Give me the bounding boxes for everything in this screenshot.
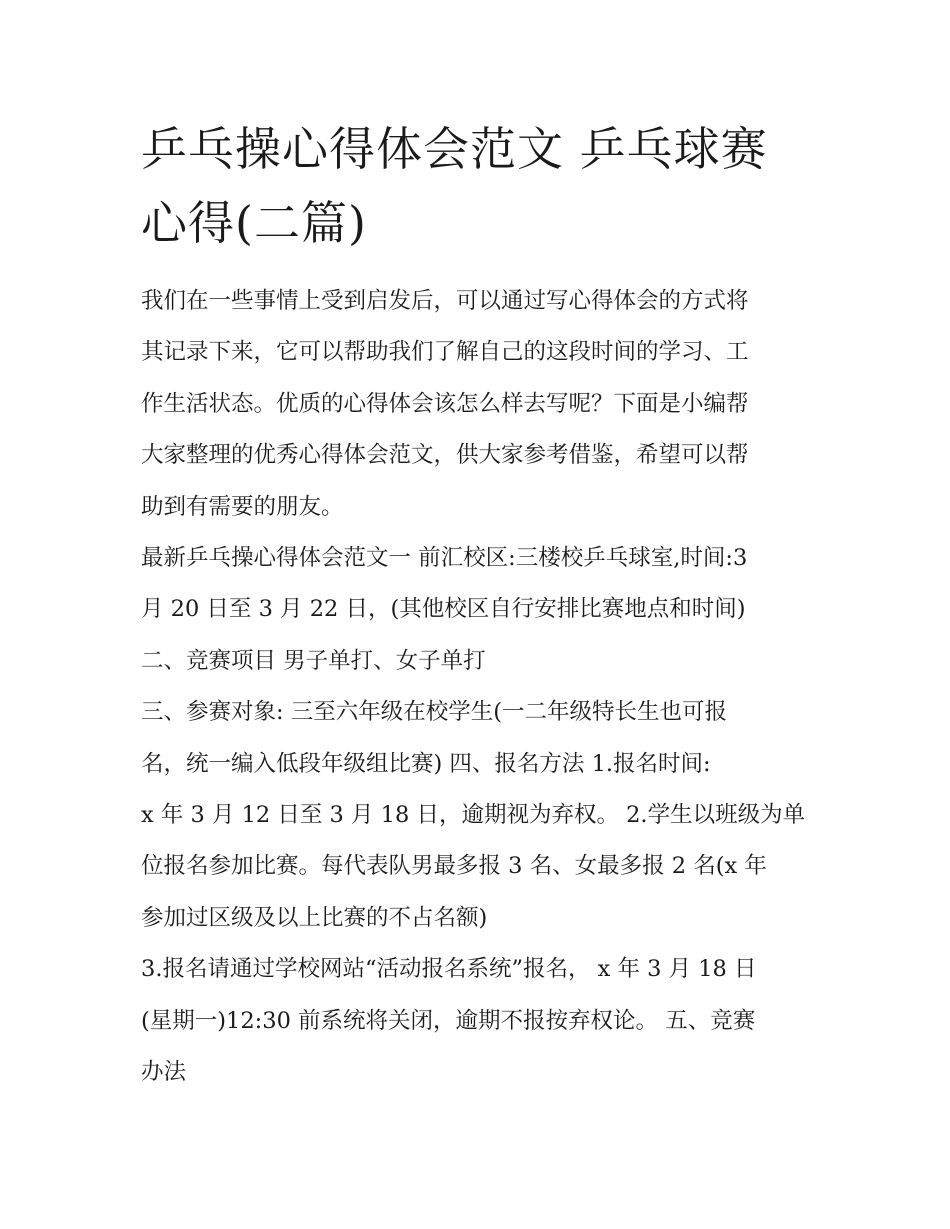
body-line: 月 20 日至 3 月 22 日，(其他校区自行安排比赛地点和时间) xyxy=(141,596,746,623)
title-line: 心得(二篇) xyxy=(141,196,367,250)
body-line: 位报名参加比赛。每代表队男最多报 3 名、女最多报 2 名(x 年 xyxy=(141,853,767,880)
body-line: 作生活状态。优质的心得体会该怎么样去写呢？下面是小编帮 xyxy=(141,390,749,417)
body-line: 我们在一些事情上受到启发后，可以通过写心得体会的方式将 xyxy=(141,288,749,314)
body-line: 三、参赛对象: 三至六年级在校学生(一二年级特长生也可报 xyxy=(141,699,728,726)
body-line: 大家整理的优秀心得体会范文，供大家参考借鉴，希望可以帮 xyxy=(141,442,749,469)
body-line: 二、竞赛项目 男子单打、女子单打 xyxy=(141,647,486,674)
title-line: 乒乓操心得体会范文 乒乓球赛 xyxy=(141,122,768,176)
body-line: 3.报名请通过学校网站“活动报名系统”报名， x 年 3 月 18 日 xyxy=(141,956,757,983)
body-line: x 年 3 月 12 日至 3 月 18 日，逾期视为弃权。 2.学生以班级为单 xyxy=(141,802,806,829)
document-title xyxy=(141,112,821,260)
document-body xyxy=(141,276,831,1099)
body-line: (星期一)12:30 前系统将关闭，逾期不报按弃权论。 五、竞赛 xyxy=(141,1007,756,1034)
body-line: 助到有需要的朋友。 xyxy=(141,493,344,520)
body-line: 办法 xyxy=(141,1059,187,1086)
body-line: 参加过区级及以上比赛的不占名额) xyxy=(141,904,488,931)
body-line: 最新乒乓操心得体会范文一 前汇校区:三楼校乒乓球室,时间:3 xyxy=(141,545,748,572)
body-line: 名，统一编入低段年级组比赛) 四、报名方法 1.报名时间: xyxy=(141,750,711,777)
body-line: 其记录下来，它可以帮助我们了解自己的这段时间的学习、工 xyxy=(141,339,749,366)
